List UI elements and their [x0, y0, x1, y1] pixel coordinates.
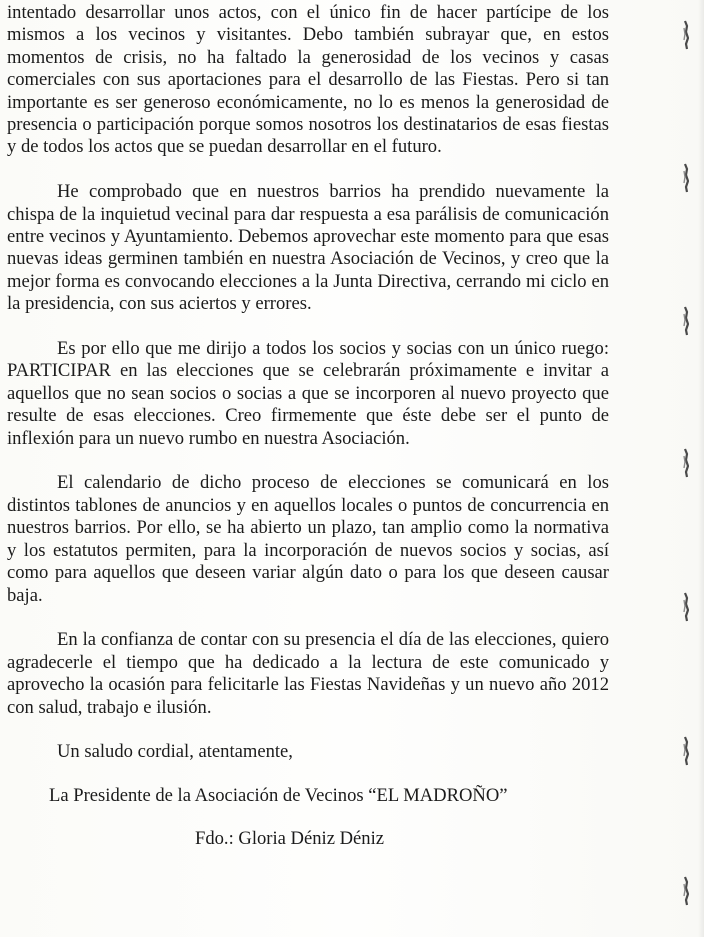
letter-paragraph-2: He comprobado que en nuestros barrios ha prendido nuevamente la chispa de la inquietud vecinal para dar respuesta a esa parálisis de comunicación entre vecinos y Ayuntamiento. Debemos aprovechar este momento para que esas nuevas ideas germinen también en nuestra Asociación de Vecinos, y creo que la mejor forma es convocando elecciones a la Junta Directiva, cerrando mi ciclo en la presidencia, con sus aciertos y errores.	[7, 181, 609, 315]
signature-line: Fdo.: Gloria Déniz Déniz	[195, 828, 384, 850]
binder-hole-mark	[682, 592, 689, 622]
letter-paragraph-5: En la confianza de contar con su presencia el día de las elecciones, quiero agradecerle el tiempo que ha dedicado a la lectura de este comunicado y aprovecho la ocasión para felicitarle las Fiestas Navideñas y un nuevo año 2012 con salud, trabajo e ilusión.	[7, 629, 609, 718]
binder-hole-mark	[682, 448, 689, 478]
letter-body	[7, 2, 609, 850]
binder-hole-mark	[682, 163, 689, 193]
letter-paragraph-1: intentado desarrollar unos actos, con el único fin de hacer partícipe de los mismos a los vecinos y visitantes. Debo también subrayar que, en estos momentos de crisis, no ha faltado la generosidad de los vecinos y casas comerciales con sus aportaciones para el desarrollo de las Fiestas. Pero si tan importante es ser generoso económicamente, no lo es menos la generosidad de presencia o participación porque somos nosotros los destinatarios de esas fiestas y de todos los actos que se puedan desarrollar en el futuro.	[7, 2, 609, 158]
letter-paragraph-3: Es por ello que me dirijo a todos los socios y socias con un único ruego: PARTICIPAR en las elecciones que se celebrarán próximamente e invitar a aquellos que no sean socios o socias a que se incorporen al nuevo proyecto que resulte de esas elecciones. Creo firmemente que éste debe ser el punto de inflexión para un nuevo rumbo en nuestra Asociación.	[7, 338, 609, 449]
page-edge-shadow	[698, 0, 704, 937]
signer-title: La Presidente de la Asociación de Vecinos “EL MADROÑO”	[49, 785, 508, 807]
letter-paragraph-4: El calendario de dicho proceso de elecciones se comunicará en los distintos tablones de anuncios y en aquellos locales o puntos de concurrencia en nuestros barrios. Por ello, se ha abierto un plazo, tan amplio como la normativa y los estatutos permiten, para la incorporación de nuevos socios y socias, así como para aquellos que deseen variar algún dato o para los que deseen causar baja.	[7, 472, 609, 606]
binder-hole-mark	[682, 736, 689, 766]
binder-hole-mark	[682, 20, 689, 50]
binder-hole-mark	[682, 876, 689, 906]
binder-hole-mark	[682, 306, 689, 336]
closing-greeting: Un saludo cordial, atentamente,	[57, 741, 293, 763]
